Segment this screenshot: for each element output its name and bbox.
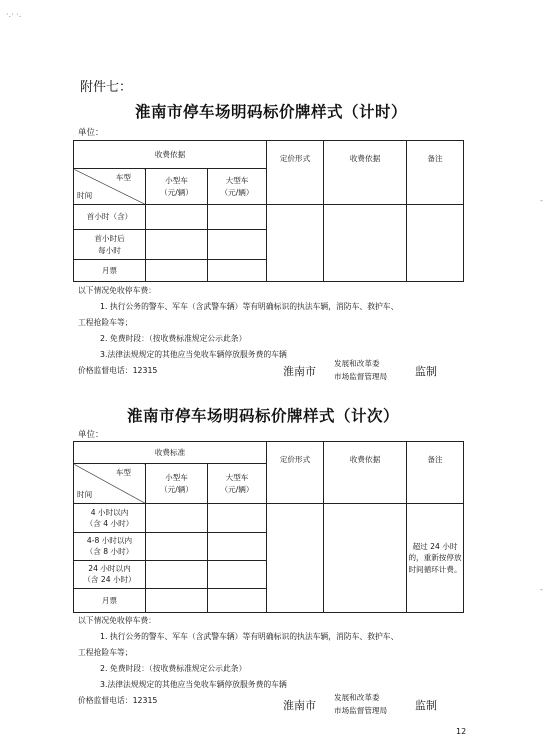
supervision-label-2: 监制 (415, 699, 437, 712)
supervision-city-2: 淮南市 (283, 699, 316, 712)
time-label-2: 时间 (77, 489, 93, 499)
remark-cell (407, 205, 464, 282)
price-form-header-2: 定价形式 (267, 442, 324, 504)
supervision-depts-2 (334, 691, 387, 717)
small-car-header-2: 小型车 （元/辆） (146, 464, 208, 504)
price-hotline-2: 价格监督电话：12315 (78, 696, 158, 705)
free-note-item-1-cont-2: 工程抢险车等； (78, 648, 133, 657)
fee-basis-header: 收费依据 (74, 141, 267, 169)
cell-large-3 (208, 260, 267, 282)
remark-header-2: 备注 (407, 442, 464, 504)
charge-basis-header-2: 收费依据 (324, 442, 407, 504)
row-label-monthly: 月票 (74, 260, 146, 282)
cell2-large-4 (208, 588, 267, 612)
price-form-header: 定价形式 (267, 141, 324, 205)
remark-note: 超过 24 小时的，重新按停放时间循环计费。 (407, 504, 464, 613)
free-note-item-1-2: 1. 执行公务的警车、军车（含武警车辆）等有明确标识的执法车辆，消防车、救护车、 (100, 632, 399, 641)
cell2-large-2 (208, 532, 267, 560)
doc1-unit-label: 单位： (78, 128, 104, 138)
cell2-large-3 (208, 560, 267, 588)
doc2-title: 淮南市停车场明码标价牌样式（计次） (127, 407, 400, 425)
cell2-small-3 (146, 560, 208, 588)
supervision-dept-1: 发展和改革委 (334, 359, 380, 368)
supervision-dept-1-2: 发展和改革委 (334, 693, 380, 702)
supervision-dept-2: 市场监督管理局 (334, 372, 388, 381)
doc2-unit-label: 单位： (78, 430, 104, 440)
supervision-dept-2-2: 市场监督管理局 (334, 706, 388, 715)
fee-standard-header: 收费标准 (74, 442, 267, 464)
cell2-small-4 (146, 588, 208, 612)
vehicle-type-label-2: 车型 (115, 468, 131, 478)
time-label: 时间 (77, 190, 93, 200)
row-label-within-4h: 4 小时以内 （含 4 小时） (74, 504, 146, 532)
free-notes-2 (78, 613, 498, 709)
supervision-depts (334, 357, 387, 383)
vehicle-type-label: 车型 (115, 173, 131, 182)
doc1-title: 淮南市停车场明码标价牌样式（计时） (135, 103, 408, 121)
charge-basis-cell-2 (324, 504, 407, 613)
supervision-label: 监制 (415, 365, 437, 378)
scan-mark-right-2: - (540, 585, 543, 594)
scan-mark-right: - (540, 196, 543, 205)
cell2-small-2 (146, 532, 208, 560)
cell2-large-1 (208, 504, 267, 532)
large-car-header: 大型车 （元/辆） (208, 169, 267, 205)
free-note-item-2-2: 2. 免费时段：（按收费标准规定公示此条） (100, 664, 247, 673)
scan-mark-top-left: ·.· ·. (6, 10, 22, 19)
cell2-small-1 (146, 504, 208, 532)
hourly-fee-table (73, 140, 464, 282)
free-note-item-2: 2. 免费时段：（按收费标准规定公示此条） (100, 334, 247, 343)
price-form-cell (267, 205, 324, 282)
free-note-item-1-cont: 工程抢险车等； (78, 318, 133, 327)
cell-small-2 (146, 230, 208, 260)
cell-small-1 (146, 205, 208, 230)
charge-basis-header: 收费依据 (324, 141, 407, 205)
free-note-item-3: 3.法律法规规定的其他应当免收车辆停放服务费的车辆 (100, 350, 287, 359)
row-label-each-hour: 首小时后 每小时 (74, 230, 146, 260)
cell-large-2 (208, 230, 267, 260)
row-label-within-24h: 24 小时以内 （含 24 小时） (74, 560, 146, 588)
cell-large-1 (208, 205, 267, 230)
free-note-item-1: 1. 执行公务的警车、军车（含武警车辆）等有明确标识的执法车辆，消防车、救护车、 (100, 302, 399, 311)
page-number: 12 (456, 727, 467, 736)
price-form-cell-2 (267, 504, 324, 613)
row-label-first-hour: 首小时（含） (74, 205, 146, 230)
per-visit-fee-table (73, 441, 464, 613)
attachment-label: 附件七： (80, 80, 133, 95)
free-notes-intro: 以下情况免收停车费： (78, 286, 156, 295)
large-car-header-2: 大型车 （元/辆） (208, 464, 267, 504)
remark-header: 备注 (407, 141, 464, 205)
vehicle-time-header-2 (74, 464, 146, 504)
small-car-header: 小型车 （元/辆） (146, 169, 208, 205)
row-label-monthly-2: 月票 (74, 588, 146, 612)
cell-small-3 (146, 260, 208, 282)
supervision-city: 淮南市 (283, 365, 316, 378)
row-label-4-8h: 4-8 小时以内 （含 8 小时） (74, 532, 146, 560)
free-notes-intro-2: 以下情况免收停车费： (78, 616, 156, 625)
vehicle-time-header (74, 169, 146, 205)
price-hotline: 价格监督电话：12315 (78, 366, 158, 375)
free-note-item-3-2: 3.法律法规规定的其他应当免收车辆停放服务费的车辆 (100, 680, 287, 689)
charge-basis-cell (324, 205, 407, 282)
